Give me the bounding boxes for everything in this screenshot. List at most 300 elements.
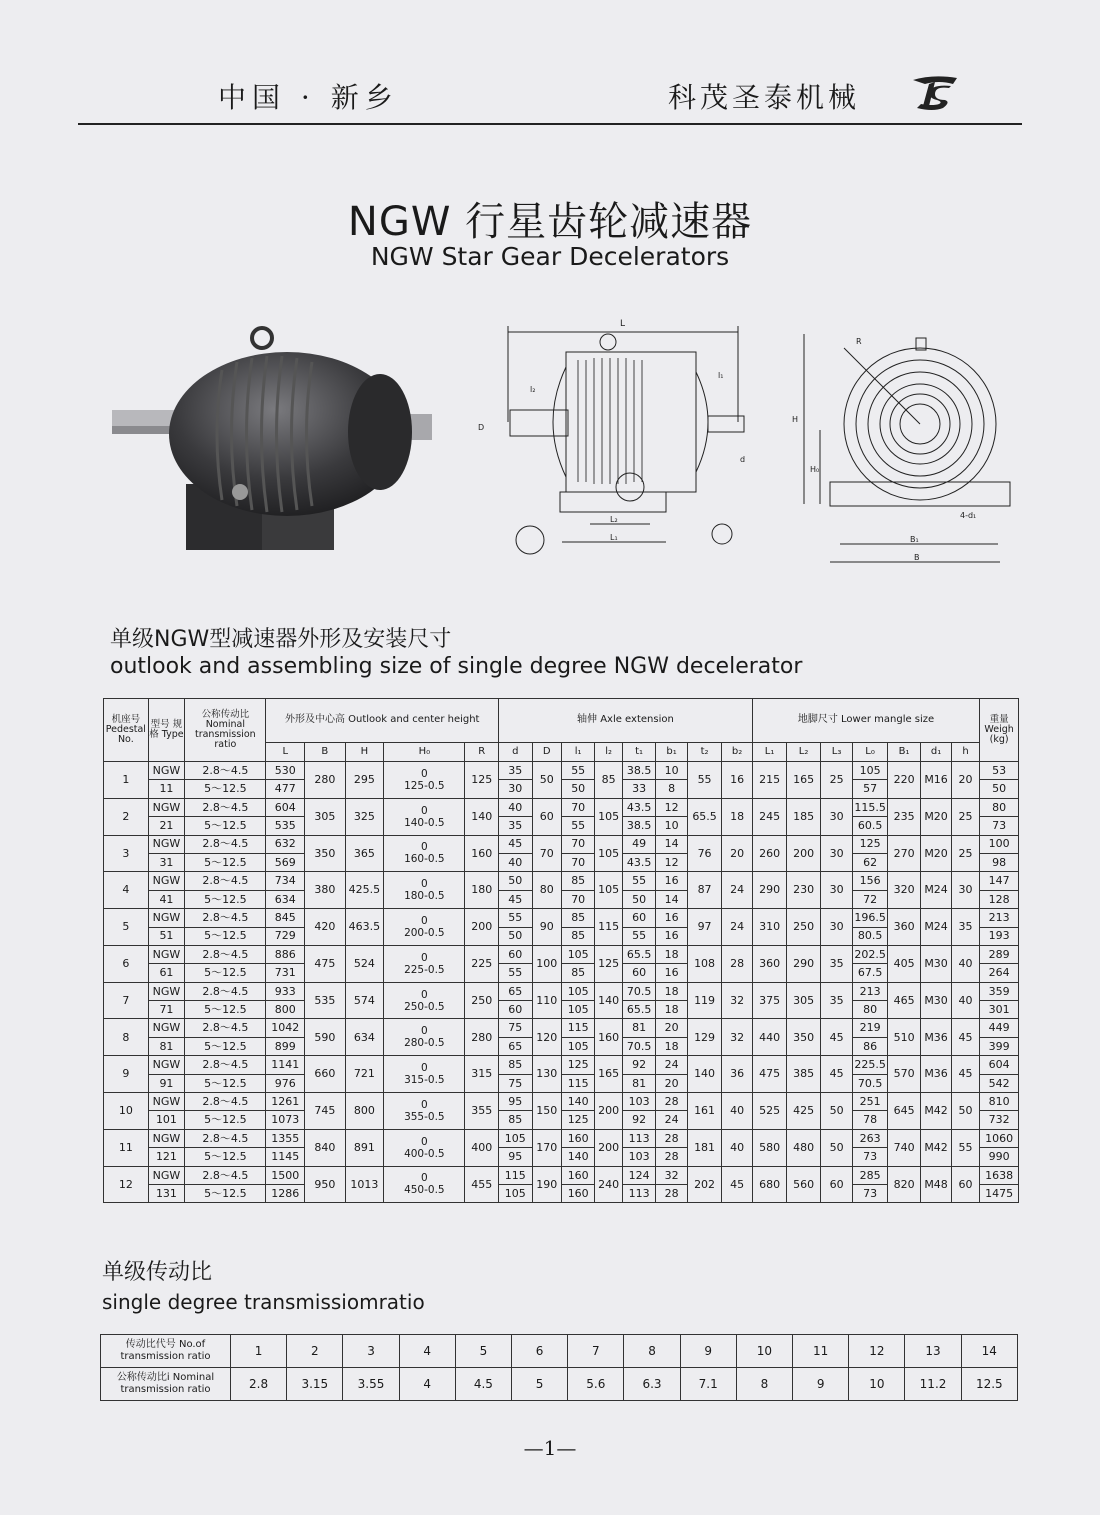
- cell-l1: 105: [561, 982, 595, 1000]
- cell-d: 60: [499, 945, 533, 963]
- col-header: l₁: [561, 743, 595, 762]
- section-title-en: outlook and assembling size of single degree NGW decelerator: [110, 654, 803, 679]
- cell-r: 455: [465, 1166, 499, 1203]
- ratio-code: 5: [455, 1335, 511, 1368]
- col-group-mangle: 地脚尺寸 Lower mangle size: [752, 699, 979, 743]
- cell-pedestal-no: 4: [104, 872, 149, 909]
- svg-text:d: d: [740, 455, 746, 464]
- cell-ratio: 5～12.5: [185, 1074, 266, 1092]
- col-header: d: [499, 743, 533, 762]
- table-row: [104, 909, 1019, 927]
- cell-type: 11: [148, 780, 185, 798]
- ratio-value: 2.8: [231, 1368, 287, 1401]
- cell-wt: 1060: [980, 1129, 1019, 1147]
- cell-h: 463.5: [345, 909, 384, 946]
- cell-type: NGW: [148, 1166, 185, 1184]
- cell-l: 632: [266, 835, 305, 853]
- cell-b1: 16: [656, 872, 687, 890]
- cell-t1: 50: [622, 890, 656, 908]
- cell-h: 45: [951, 1056, 979, 1093]
- cell-wt: 73: [980, 817, 1019, 835]
- cell-d: 75: [499, 1019, 533, 1037]
- cell-l2: 385: [787, 1056, 821, 1093]
- cell-t1: 81: [622, 1074, 656, 1092]
- table-row: [104, 1019, 1019, 1037]
- col-header: h: [951, 743, 979, 762]
- cell-b: 660: [305, 1056, 346, 1093]
- cell-h: 25: [951, 798, 979, 835]
- cell-d1: M24: [921, 872, 951, 909]
- cell-b: 840: [305, 1129, 346, 1166]
- cell-wt: 399: [980, 1037, 1019, 1055]
- cell-l2: 200: [595, 1129, 622, 1166]
- cell-t1: 103: [622, 1148, 656, 1166]
- cell-wt: 50: [980, 780, 1019, 798]
- cell-l1: 160: [561, 1184, 595, 1202]
- col-type: 型号 规格 Type: [148, 699, 185, 762]
- cell-l0: 73: [853, 1184, 888, 1202]
- ratio-code: 3: [343, 1335, 399, 1368]
- cell-t1: 124: [622, 1166, 656, 1184]
- cell-l: 1500: [266, 1166, 305, 1184]
- cell-l: 569: [266, 853, 305, 871]
- cell-h0-tolerance: 0: [420, 1172, 428, 1185]
- cell-b1: 18: [656, 982, 687, 1000]
- cell-d: 105: [499, 1129, 533, 1147]
- cell-h: 524: [345, 945, 384, 982]
- cell-l1: 580: [752, 1129, 787, 1166]
- cell-t1: 81: [622, 1019, 656, 1037]
- cell-type: 91: [148, 1074, 185, 1092]
- cell-d: 100: [532, 945, 561, 982]
- cell-b1: 8: [656, 780, 687, 798]
- cell-t1: 60: [622, 964, 656, 982]
- cell-l: 1286: [266, 1184, 305, 1202]
- cell-d: 115: [499, 1166, 533, 1184]
- cell-d: 110: [532, 982, 561, 1019]
- table-row: [104, 1001, 1019, 1019]
- cell-l2: 350: [787, 1019, 821, 1056]
- cell-h0-tolerance: 0: [420, 767, 428, 780]
- cell-h0-tolerance: 0: [420, 878, 428, 891]
- cell-l0: 86: [853, 1037, 888, 1055]
- ratio-code: 10: [736, 1335, 792, 1368]
- cell-l1: 85: [561, 964, 595, 982]
- cell-b1: 16: [656, 964, 687, 982]
- cell-h0-value: 200-0.5: [404, 927, 445, 940]
- svg-text:D: D: [478, 423, 485, 432]
- ratio-code: 13: [905, 1335, 961, 1368]
- col-header: B₁: [887, 743, 921, 762]
- cell-h: 634: [345, 1019, 384, 1056]
- col-header: t₂: [687, 743, 722, 762]
- col-group-axle: 轴伸 Axle extension: [499, 699, 753, 743]
- cell-l0: 115.5: [853, 798, 888, 816]
- table-row: [104, 964, 1019, 982]
- cell-b1: 24: [656, 1056, 687, 1074]
- dimension-table: [103, 698, 1019, 1203]
- cell-b: 475: [305, 945, 346, 982]
- cell-h: 30: [951, 872, 979, 909]
- ratio-value: 3.15: [287, 1368, 343, 1401]
- cell-l1: 105: [561, 945, 595, 963]
- cell-b2: 24: [722, 872, 753, 909]
- cell-r: 225: [465, 945, 499, 982]
- svg-text:H: H: [792, 415, 799, 424]
- cell-type: 121: [148, 1148, 185, 1166]
- cell-l0: 285: [853, 1166, 888, 1184]
- cell-h0-tolerance: 0: [420, 1135, 428, 1148]
- cell-ratio: 5～12.5: [185, 1111, 266, 1129]
- cell-l2: 105: [595, 835, 622, 872]
- cell-r: 200: [465, 909, 499, 946]
- cell-b1: 220: [887, 762, 921, 799]
- cell-wt: 213: [980, 909, 1019, 927]
- cell-ratio: 5～12.5: [185, 1001, 266, 1019]
- cell-l: 729: [266, 927, 305, 945]
- cell-b2: 18: [722, 798, 753, 835]
- cell-ratio: 2.8～4.5: [185, 945, 266, 963]
- cell-h0: [384, 872, 465, 909]
- cell-ratio: 5～12.5: [185, 964, 266, 982]
- col-header: L₀: [853, 743, 888, 762]
- cell-l0: 202.5: [853, 945, 888, 963]
- cell-b2: 16: [722, 762, 753, 799]
- cell-l1: 70: [561, 835, 595, 853]
- cell-l: 886: [266, 945, 305, 963]
- cell-t1: 70.5: [622, 982, 656, 1000]
- cell-type: NGW: [148, 1056, 185, 1074]
- cell-d: 75: [499, 1074, 533, 1092]
- svg-text:B₁: B₁: [910, 535, 919, 544]
- col-header: L₁: [752, 743, 787, 762]
- cell-h: 574: [345, 982, 384, 1019]
- cell-h0-value: 225-0.5: [404, 963, 445, 976]
- cell-l: 1141: [266, 1056, 305, 1074]
- cell-h0-tolerance: 0: [420, 1025, 428, 1038]
- cell-wt: 100: [980, 835, 1019, 853]
- cell-l1: 680: [752, 1166, 787, 1203]
- cell-type: 41: [148, 890, 185, 908]
- cell-ratio: 2.8～4.5: [185, 872, 266, 890]
- cell-h: 45: [951, 1019, 979, 1056]
- front-view-drawing: [470, 312, 770, 577]
- cell-h: 365: [345, 835, 384, 872]
- cell-l1: 105: [561, 1001, 595, 1019]
- ratio-value: 4.5: [455, 1368, 511, 1401]
- cell-b1: 405: [887, 945, 921, 982]
- cell-ratio: 5～12.5: [185, 1037, 266, 1055]
- page-title-en: NGW Star Gear Decelerators: [370, 242, 730, 271]
- cell-l0: 57: [853, 780, 888, 798]
- cell-b1: 740: [887, 1129, 921, 1166]
- cell-b2: 40: [722, 1129, 753, 1166]
- cell-type: NGW: [148, 1019, 185, 1037]
- table-row: [104, 780, 1019, 798]
- cell-b: 950: [305, 1166, 346, 1203]
- cell-l3: 35: [820, 945, 852, 982]
- col-header: H₀: [384, 743, 465, 762]
- cell-wt: 732: [980, 1111, 1019, 1129]
- cell-l0: 73: [853, 1148, 888, 1166]
- cell-l2: 200: [595, 1093, 622, 1130]
- cell-l3: 45: [820, 1019, 852, 1056]
- cell-l: 731: [266, 964, 305, 982]
- cell-l0: 213: [853, 982, 888, 1000]
- cell-h0: [384, 982, 465, 1019]
- cell-r: 315: [465, 1056, 499, 1093]
- cell-b1: 465: [887, 982, 921, 1019]
- cell-h0-value: 125-0.5: [404, 779, 445, 792]
- cell-t1: 38.5: [622, 762, 656, 780]
- col-header: b₂: [722, 743, 753, 762]
- cell-l3: 50: [820, 1093, 852, 1130]
- cell-wt: 53: [980, 762, 1019, 780]
- cell-type: 21: [148, 817, 185, 835]
- cell-d: 105: [499, 1184, 533, 1202]
- cell-d: 65: [499, 982, 533, 1000]
- cell-ratio: 5～12.5: [185, 890, 266, 908]
- col-weight: 重量 Weigh (kg): [980, 699, 1019, 762]
- cell-l1: 375: [752, 982, 787, 1019]
- cell-h0-value: 355-0.5: [404, 1110, 445, 1123]
- cell-l0: 72: [853, 890, 888, 908]
- cell-l1: 55: [561, 817, 595, 835]
- cell-d1: M42: [921, 1129, 951, 1166]
- cell-b1: 235: [887, 798, 921, 835]
- cell-ratio: 2.8～4.5: [185, 1166, 266, 1184]
- cell-b1: 820: [887, 1166, 921, 1203]
- col-header: l₂: [595, 743, 622, 762]
- cell-pedestal-no: 12: [104, 1166, 149, 1203]
- table-row: [104, 872, 1019, 890]
- col-header: H: [345, 743, 384, 762]
- cell-b: 535: [305, 982, 346, 1019]
- cell-r: 355: [465, 1093, 499, 1130]
- cell-t1: 60: [622, 909, 656, 927]
- cell-b: 745: [305, 1093, 346, 1130]
- cell-t2: 161: [687, 1093, 722, 1130]
- cell-h0: [384, 1166, 465, 1203]
- ratio-section-title-en: single degree transmissiomratio: [102, 1290, 425, 1314]
- cell-h0: [384, 1129, 465, 1166]
- cell-t2: 76: [687, 835, 722, 872]
- cell-wt: 449: [980, 1019, 1019, 1037]
- cell-b1: 18: [656, 1001, 687, 1019]
- cell-ratio: 2.8～4.5: [185, 798, 266, 816]
- header-company: 科茂圣泰机械: [668, 81, 861, 114]
- cell-h0-tolerance: 0: [420, 841, 428, 854]
- cell-t2: 97: [687, 909, 722, 946]
- cell-b2: 45: [722, 1166, 753, 1203]
- cell-pedestal-no: 11: [104, 1129, 149, 1166]
- cell-l3: 30: [820, 835, 852, 872]
- cell-l: 535: [266, 817, 305, 835]
- ratio-code-label: 传动比代号 No.of transmission ratio: [101, 1335, 231, 1368]
- cell-b2: 24: [722, 909, 753, 946]
- cell-l2: 290: [787, 945, 821, 982]
- cell-l1: 70: [561, 853, 595, 871]
- cell-d1: M36: [921, 1056, 951, 1093]
- cell-d: 120: [532, 1019, 561, 1056]
- cell-d1: M16: [921, 762, 951, 799]
- cell-l: 1355: [266, 1129, 305, 1147]
- cell-l2: 250: [787, 909, 821, 946]
- cell-h0-value: 450-0.5: [404, 1184, 445, 1197]
- ratio-code: 1: [231, 1335, 287, 1368]
- cell-d: 150: [532, 1093, 561, 1130]
- cell-l0: 225.5: [853, 1056, 888, 1074]
- cell-b1: 14: [656, 890, 687, 908]
- ratio-value: 5: [512, 1368, 568, 1401]
- cell-b2: 36: [722, 1056, 753, 1093]
- cell-h: 35: [951, 909, 979, 946]
- table-row: [104, 1093, 1019, 1111]
- cell-l1: 310: [752, 909, 787, 946]
- cell-wt: 542: [980, 1074, 1019, 1092]
- cell-ratio: 5～12.5: [185, 1148, 266, 1166]
- cell-l2: 85: [595, 762, 622, 799]
- cell-h: 55: [951, 1129, 979, 1166]
- table-row: [104, 1129, 1019, 1147]
- cell-l0: 263: [853, 1129, 888, 1147]
- cell-l0: 70.5: [853, 1074, 888, 1092]
- cell-t1: 92: [622, 1056, 656, 1074]
- cell-h: 891: [345, 1129, 384, 1166]
- cell-pedestal-no: 9: [104, 1056, 149, 1093]
- cell-l2: 165: [787, 762, 821, 799]
- cell-h: 25: [951, 835, 979, 872]
- cell-type: 71: [148, 1001, 185, 1019]
- cell-wt: 1638: [980, 1166, 1019, 1184]
- cell-wt: 990: [980, 1148, 1019, 1166]
- cell-pedestal-no: 7: [104, 982, 149, 1019]
- cell-b1: 570: [887, 1056, 921, 1093]
- cell-wt: 98: [980, 853, 1019, 871]
- cell-b1: 10: [656, 762, 687, 780]
- cell-pedestal-no: 8: [104, 1019, 149, 1056]
- cell-d: 170: [532, 1129, 561, 1166]
- ratio-code: 11: [793, 1335, 849, 1368]
- cell-l2: 165: [595, 1056, 622, 1093]
- cell-l1: 290: [752, 872, 787, 909]
- cell-h: 425.5: [345, 872, 384, 909]
- cell-b1: 28: [656, 1093, 687, 1111]
- ratio-value: 7.1: [680, 1368, 736, 1401]
- cell-b: 380: [305, 872, 346, 909]
- cell-h: 60: [951, 1166, 979, 1203]
- cell-d: 50: [499, 872, 533, 890]
- cell-d: 45: [499, 835, 533, 853]
- cell-d1: M48: [921, 1166, 951, 1203]
- cell-d1: M30: [921, 945, 951, 982]
- cell-l1: 50: [561, 780, 595, 798]
- svg-text:H₀: H₀: [810, 465, 820, 474]
- cell-h: 1013: [345, 1166, 384, 1203]
- cell-b2: 40: [722, 1093, 753, 1130]
- cell-t2: 87: [687, 872, 722, 909]
- cell-wt: 289: [980, 945, 1019, 963]
- section-title-cn: 单级NGW型减速器外形及安装尺寸: [110, 627, 452, 652]
- cell-t1: 43.5: [622, 853, 656, 871]
- table-row: [104, 1037, 1019, 1055]
- cell-t1: 38.5: [622, 817, 656, 835]
- table-row: [104, 927, 1019, 945]
- cell-ratio: 2.8～4.5: [185, 1019, 266, 1037]
- col-nominal-ratio: 公称传动比 Nominal transmission ratio: [185, 699, 266, 762]
- cell-b1: 18: [656, 945, 687, 963]
- ratio-code: 6: [512, 1335, 568, 1368]
- cell-l2: 125: [595, 945, 622, 982]
- cell-pedestal-no: 2: [104, 798, 149, 835]
- cell-l2: 230: [787, 872, 821, 909]
- cell-r: 280: [465, 1019, 499, 1056]
- cell-h: 800: [345, 1093, 384, 1130]
- cell-l3: 35: [820, 982, 852, 1019]
- cell-b1: 28: [656, 1184, 687, 1202]
- cell-l2: 305: [787, 982, 821, 1019]
- cell-h0-tolerance: 0: [420, 951, 428, 964]
- cell-type: NGW: [148, 872, 185, 890]
- cell-l0: 62: [853, 853, 888, 871]
- cell-l: 530: [266, 762, 305, 780]
- cell-l: 1073: [266, 1111, 305, 1129]
- cell-l0: 125: [853, 835, 888, 853]
- ratio-code: 14: [961, 1335, 1017, 1368]
- cell-l1: 85: [561, 872, 595, 890]
- cell-l1: 85: [561, 927, 595, 945]
- cell-t2: 202: [687, 1166, 722, 1203]
- cell-b: 280: [305, 762, 346, 799]
- cell-d1: M24: [921, 909, 951, 946]
- cell-l3: 30: [820, 909, 852, 946]
- ratio-code: 9: [680, 1335, 736, 1368]
- cell-ratio: 2.8～4.5: [185, 982, 266, 1000]
- cell-l1: 115: [561, 1074, 595, 1092]
- cell-h0-value: 180-0.5: [404, 890, 445, 903]
- cell-l: 1042: [266, 1019, 305, 1037]
- cell-l3: 30: [820, 798, 852, 835]
- cell-ratio: 2.8～4.5: [185, 762, 266, 780]
- page-title-cn: NGW 行星齿轮减速器: [347, 199, 753, 245]
- svg-text:L₂: L₂: [610, 515, 618, 524]
- cell-ratio: 5～12.5: [185, 1184, 266, 1202]
- ratio-value: 12.5: [961, 1368, 1017, 1401]
- cell-wt: 301: [980, 1001, 1019, 1019]
- cell-l2: 140: [595, 982, 622, 1019]
- cell-h0-value: 280-0.5: [404, 1037, 445, 1050]
- table-row: [104, 835, 1019, 853]
- col-header: L₃: [820, 743, 852, 762]
- cell-l: 634: [266, 890, 305, 908]
- cell-t1: 103: [622, 1093, 656, 1111]
- col-header: t₁: [622, 743, 656, 762]
- svg-text:R: R: [856, 337, 862, 346]
- cell-wt: 80: [980, 798, 1019, 816]
- cell-d: 50: [499, 927, 533, 945]
- svg-text:4-d₁: 4-d₁: [960, 511, 977, 520]
- cell-h: 295: [345, 762, 384, 799]
- cell-l1: 245: [752, 798, 787, 835]
- cell-d: 40: [499, 853, 533, 871]
- cell-type: NGW: [148, 835, 185, 853]
- header-location: 中国 · 新乡: [218, 81, 399, 114]
- cell-t1: 70.5: [622, 1037, 656, 1055]
- table-row: [104, 853, 1019, 871]
- cell-b1: 28: [656, 1129, 687, 1147]
- ratio-value: 4: [399, 1368, 455, 1401]
- cell-t1: 113: [622, 1184, 656, 1202]
